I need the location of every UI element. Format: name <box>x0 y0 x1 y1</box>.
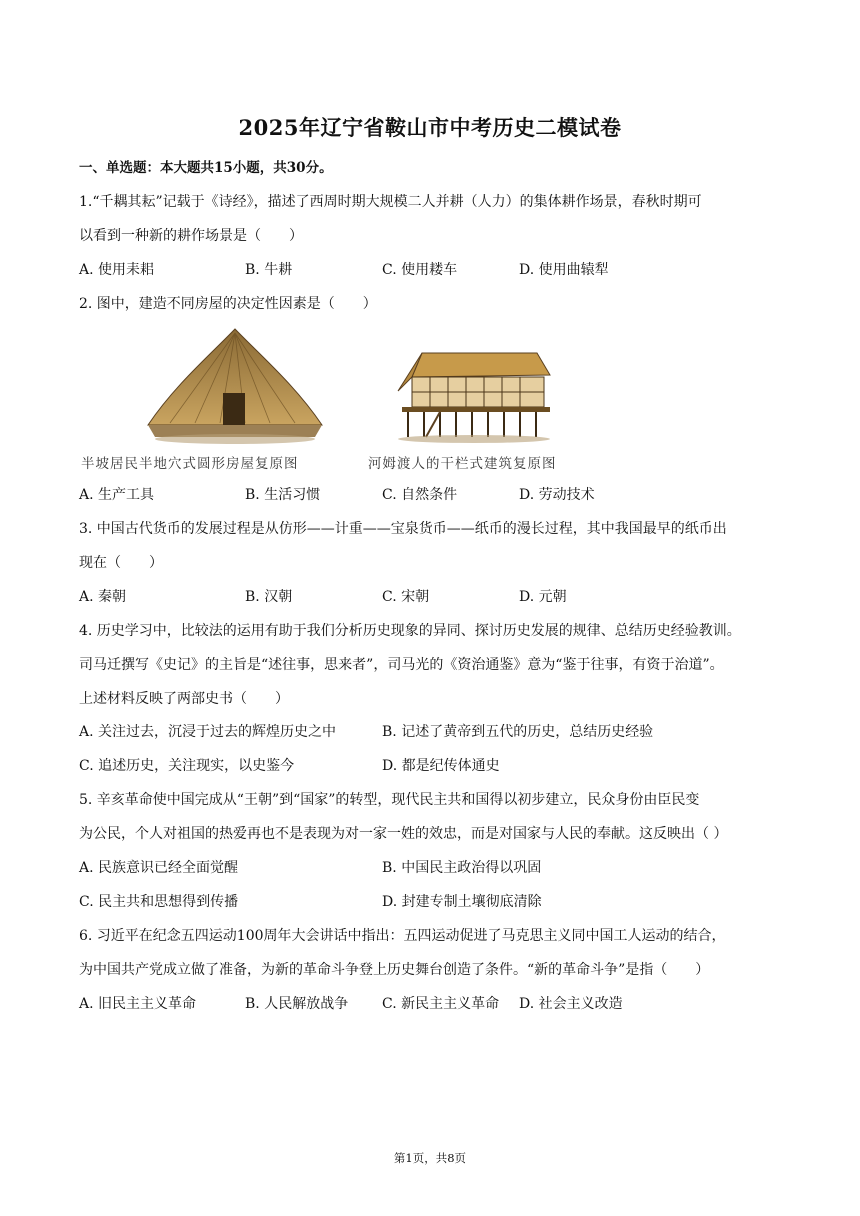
image-caption-left: 半坡居民半地穴式圆形房屋复原图 <box>81 456 299 472</box>
q1-option-a: A. 使用耒耜 <box>79 262 155 278</box>
q5-option-a: A. 民族意识已经全面觉醒 <box>79 860 239 876</box>
q1-option-c: C. 使用耧车 <box>382 262 458 278</box>
question-4-line-2: 司马迁撰写《史记》的主旨是“述往事，思来者”，司马光的《资治通鉴》意为“鉴于往事，有资于治道”。 <box>79 657 724 673</box>
q6-option-a: A. 旧民主主义革命 <box>79 996 197 1012</box>
page-title: 2025年辽宁省鞍山市中考历史二模试卷 <box>238 115 622 140</box>
question-2-line-1: 2. 图中，建造不同房屋的决定性因素是（ ） <box>79 296 377 312</box>
q4-option-a: A. 关注过去，沉浸于过去的辉煌历史之中 <box>79 724 337 740</box>
q1-option-b: B. 牛耕 <box>245 262 293 278</box>
question-5-line-1: 5. 辛亥革命使中国完成从“王朝”到“国家”的转型，现代民主共和国得以初步建立，民众身份由臣民变 <box>79 792 700 808</box>
question-5-line-2: 为公民，个人对祖国的热爱再也不是表现为对一家一姓的效忠，而是对国家与人民的奉献。这反映出（ ） <box>79 826 728 842</box>
q5-option-d: D. 封建专制土壤彻底清除 <box>382 894 542 910</box>
q1-option-d: D. 使用曲辕犁 <box>519 262 609 278</box>
q2-option-d: D. 劳动技术 <box>519 487 595 503</box>
question-6-line-2: 为中国共产党成立做了准备，为新的革命斗争登上历史舞台创造了条件。“新的革命斗争”是指（ ） <box>79 962 710 978</box>
q5-option-b: B. 中国民主政治得以巩固 <box>382 860 542 876</box>
q2-option-b: B. 生活习惯 <box>245 487 321 503</box>
banpo-hut-image <box>140 325 330 447</box>
q6-option-b: B. 人民解放战争 <box>245 996 349 1012</box>
q4-option-b: B. 记述了黄帝到五代的历史，总结历史经验 <box>382 724 654 740</box>
question-3-line-1: 3. 中国古代货币的发展过程是从仿形——计重——宝泉货币——纸币的漫长过程，其中我国最早的纸币出 <box>79 521 727 537</box>
q6-option-c: C. 新民主主义革命 <box>382 996 500 1012</box>
q3-option-d: D. 元朝 <box>519 589 567 605</box>
q2-option-a: A. 生产工具 <box>79 487 155 503</box>
q5-option-c: C. 民主共和思想得到传播 <box>79 894 239 910</box>
q4-option-c: C. 追述历史，关注现实，以史鉴今 <box>79 758 295 774</box>
question-1-line-1: 1.“千耦其耘”记载于《诗经》，描述了西周时期大规模二人并耕（人力）的集体耕作场景，春秋时期可 <box>79 194 702 210</box>
q3-option-a: A. 秦朝 <box>79 589 127 605</box>
question-4-line-1: 4. 历史学习中，比较法的运用有助于我们分析历史现象的异同、探讨历史发展的规律、总结历史经验教训。 <box>79 623 741 639</box>
section-heading: 一、单选题：本大题共15小题，共30分。 <box>79 160 333 176</box>
question-4-line-3: 上述材料反映了两部史书（ ） <box>79 691 289 707</box>
hemudu-stilt-house-image <box>392 345 552 445</box>
q4-option-d: D. 都是纪传体通史 <box>382 758 500 774</box>
question-3-line-2: 现在（ ） <box>79 555 163 571</box>
q3-option-b: B. 汉朝 <box>245 589 293 605</box>
page-footer: 第1页，共8页 <box>393 1151 467 1165</box>
q6-option-d: D. 社会主义改造 <box>519 996 623 1012</box>
q2-option-c: C. 自然条件 <box>382 487 458 503</box>
question-6-line-1: 6. 习近平在纪念五四运动100周年大会讲话中指出：五四运动促进了马克思主义同中国工人运动的结合， <box>79 928 726 944</box>
image-caption-right: 河姆渡人的干栏式建筑复原图 <box>368 456 557 472</box>
question-1-line-2: 以看到一种新的耕作场景是（ ） <box>79 228 303 244</box>
q3-option-c: C. 宋朝 <box>382 589 430 605</box>
